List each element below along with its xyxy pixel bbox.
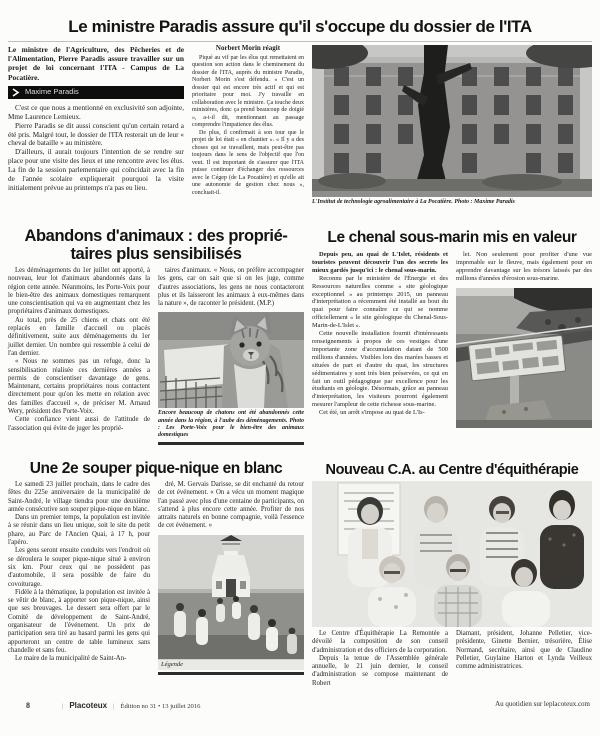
article-piquenique	[8, 461, 304, 675]
headline-line1: Abandons d'animaux : des proprié-	[24, 227, 288, 245]
article-animaux-headline	[8, 228, 304, 263]
article-animaux-col2	[158, 267, 304, 445]
article-ita-headline: Le ministre Paradis assure qu'il s'occupe du dossier de l'ITA	[68, 17, 532, 36]
page-number: 8	[26, 701, 30, 710]
paragraph: Cette nouvelle installation fournit d'intéressants renseignements à propos de ces vestiges d'une importante zone d'accumulation datant de 500 millions d'années. Visibles lors des marées basses et situées de part et d'autre du quai, les structures sédimentaires y sont très bien préservées, ce qui en fait un outil pédagogique par excellence pour les étudiants en géologie. Désormais, grâce au panneau d'interprétation, les visiteurs pourront également mesurer l'ampleur de cette richesse sous-marine.	[312, 330, 448, 409]
photo-caption: Encore beaucoup de chatons ont été abandonnés cette année dans la région, à l'aube des déménagements. Photo : Les Porte-Voix pour le bien-être des animaux domestiques	[158, 410, 304, 439]
paragraph: let. Non seulement pour profiter d'une vue imprenable sur le fleuve, mais également pour en apprendre davantage sur les trésors laissés par des millions d'années d'érosion sous-marine.	[456, 251, 592, 282]
photo-caption-block	[158, 410, 304, 444]
article-equitherapie-col1	[312, 630, 448, 688]
photo-caption: L'Institut de technologie agroalimentaire à La Pocatière. Photo : Maxime Paradis	[312, 199, 515, 205]
article-chenal-lead: Depuis peu, au quai de L'Islet, résidents et touristes peuvent découvrir l'un des secrets les mieux gardés jusqu'ici : le chenal sous-marin.	[312, 251, 448, 274]
paragraph: Piqué au vif par les élus qui remettaient en question son action dans le cheminement du dossier de l'ITA, auprès du ministre Paradis, Norbert Morin s'est défendu. « C'est un dossier qui est encore très actif et qui est prioritaire pour moi. J'y travaille en collaboration avec le ministre. Ça touche deux ministères, donc ça prend beaucoup de doigté », a-t-il dit, mentionnant au passage comprendre l'impatience des élus.	[192, 54, 304, 128]
section-rule	[158, 442, 304, 445]
paragraph: Cette confiance vient aussi de l'attitude de l'association qui évite de juger les proprié-	[8, 416, 150, 432]
photo-caption-block	[158, 659, 304, 675]
article-ita-columns	[8, 45, 592, 206]
paragraph: Diamant, président, Johanne Pelletier, vice-présidente, Ginette Bernier, trésorière, Élise Normand, secrétaire, ainsi que de Claudine Pelletier, Guylaine Harton et Lynda Veilleux comme administratrices.	[456, 630, 592, 671]
article-equitherapie-columns	[312, 630, 592, 688]
kitten-photo	[158, 312, 304, 408]
byline-author: Maxime Paradis	[25, 86, 79, 96]
paragraph: Dans un premier temps, la population est invitée à se réunir dans un lieu unique, soit le site du petit phare, au Parc de l'Ancien Quai, à 17 h, pour l'apéro.	[8, 514, 150, 547]
footer-left	[26, 701, 200, 710]
article-equitherapie-col2	[456, 630, 592, 688]
lighthouse-photo	[158, 535, 304, 659]
paragraph: De plus, il confirmait à son tour que le projet de loi était « en chantier ». « Il y a des choses qui se travaillent, mais peut-être pas toujours dans le sens de l'objectif que l'on veut. Il est important de s'assurer que l'ITA puisse continuer d'échanger des ressources avec le Cégep (de La Pocatière) et qu'elle ait une autonomie de gestion chez nous », concluait-il.	[192, 129, 304, 196]
paragraph: Le samedi 23 juillet prochain, dans le cadre des fêtes du 225e anniversaire de la municipalité de Saint-André, le village tiendra pour une deuxième année consécutive son souper pique-nique en blanc.	[8, 481, 150, 513]
article-chenal-col2	[456, 251, 592, 428]
article-piquenique-columns	[8, 481, 304, 675]
headline-line2: taires plus sensibilisés	[70, 244, 242, 263]
footer-separator: |	[113, 703, 115, 710]
article-chenal-columns	[312, 251, 592, 428]
paragraph: « Nous ne sommes pas un refuge, donc la sensibilisation réalisée ces dernières années a permis de conscientiser davantage de gens. Maintenant, certains propriétaires nous contactent directement pour qu'on les mette en relation avec des familles d'accueil », de préciser M. Arnaud Wery, président des Porte-Voix.	[8, 358, 150, 416]
paragraph: taires d'animaux. « Nous, on préfère accompagner les gens, car on sait que si on les juge, comme d'autres associations, les gens ne nous contacteront plus et ils laisseront les animaux à eux-mêmes dans la nature », de raconter le président. (M.P.)	[158, 267, 304, 308]
paragraph: Au total, près de 25 chiens et chats ont été replacés en famille d'accueil ou placés définitivement, suite aux déménagements du 1er juillet dernier. Un nombre qui ressemble à celui de l'an dernier.	[8, 316, 150, 357]
article-ita-col2	[192, 45, 304, 206]
article-ita-photo-block	[312, 45, 592, 206]
footer-right: Au quotidien sur leplacoteux.com	[495, 700, 590, 708]
newspaper-brand: Placoteux	[69, 701, 108, 710]
paragraph: Reconnu par le ministère de l'Énergie et des Ressources naturelles comme « site géologique exceptionnel » au printemps 2015, un panneau d'interprétation a récemment été installé au bout du quai pour faire connaître ce qui se nomme officiellement « le site géologique du Chenal-Sous-Marin-de-L'Islet ».	[312, 274, 448, 330]
headline-rule	[8, 41, 592, 42]
paragraph: Le Centre d'Équithérapie La Remontée a dévoilé la composition de son conseil d'administration et des officiers de la corporation.	[312, 630, 448, 654]
section-rule	[158, 672, 304, 675]
paragraph: Depuis la tenue de l'Assemblée générale annuelle, le 21 juin dernier, le conseil d'administration se compose maintenant de Robert	[312, 654, 448, 687]
article-chenal-headline: Le chenal sous-marin mis en valeur	[327, 229, 577, 246]
paragraph: C'est ce que nous a mentionné en exclusivité son adjointe, Mme Laurence Lemieux.	[8, 103, 184, 121]
article-piquenique-headline: Une 2e souper pique-nique en blanc	[29, 460, 283, 477]
paragraph: Cet été, un arrêt s'impose au quai de L'Is-	[319, 409, 425, 417]
ita-building-photo	[312, 45, 592, 197]
article-piquenique-col2	[158, 481, 304, 675]
photo-caption: Légende	[158, 659, 304, 670]
board-photo	[312, 481, 592, 627]
paragraph: D'ailleurs, il aurait toujours l'intention de se rendre sur place pour une visite des lieux et une rencontre avec les élus. La fin de la session parlementaire qui coïncidait avec la fin de l'année scolaire expliquerait pourquoi la visite initialement prévue au printemps n'a pas eu lieu.	[8, 148, 184, 192]
paragraph: Pierre Paradis se dit aussi conscient qu'un certain retard a été pris. Malgré tout, le dossier de l'ITA resterait un de leur « cheval de bataille » au ministère.	[8, 121, 184, 148]
paragraph: dré, M. Gervais Darisse, se dit enchanté du retour de cet événement. « On a vécu un moment magique l'an passé avec plus d'une centaine de participants, on s'attend à plus encore cette année. Profiter de nos attraits naturels en bonne compagnie, voilà l'essence de cet événement. »	[158, 481, 304, 530]
article-equitherapie-headline: Nouveau C.A. au Centre d'équithérapie	[325, 462, 579, 478]
paragraph: Les déménagements du 1er juillet ont apporté, à nouveau, leur lot d'animaux abandonnés dans la région cette année. Néanmoins, les Porte-Voix pour le bien-être des animaux domestiques remarquent une conscientisation qui va en augmentant chez les propriétaires d'animaux domestiques.	[8, 267, 150, 316]
chevron-right-icon	[11, 88, 20, 97]
article-chenal	[312, 230, 592, 428]
article-animaux	[8, 228, 304, 445]
article-ita	[8, 17, 592, 206]
paragraph: Les gens seront ensuite conduits vers l'endroit où se déroulera le souper pique-nique situé à environ six km. Pour ceux qui ne possèdent pas d'automobile, il sera possible de faire du covoiturage.	[8, 547, 150, 588]
paragraph: Le maire de la municipalité de Saint-An-	[15, 655, 127, 663]
edition-info: Édition no 31 • 13 juillet 2016	[120, 703, 201, 710]
article-animaux-columns	[8, 267, 304, 445]
footer-separator: |	[62, 703, 64, 710]
article-ita-col1	[8, 45, 184, 206]
article-piquenique-col1	[8, 481, 150, 675]
interpretation-panel-photo	[456, 288, 592, 428]
article-chenal-col1	[312, 251, 448, 428]
article-equitherapie	[312, 463, 592, 688]
article-animaux-col1	[8, 267, 150, 445]
paragraph: Fidèle à la thématique, la population est invitée à se vêtir de blanc, à apporter son pique-nique, ainsi que ses breuvages. Le dessert sera offert par le Comité de développement de Saint-André, organisateur de l'événement. Un prix de participation sera tiré au hasard parmi les gens qui apporteront un centre de table lumineux sans chandelle et sans feu.	[8, 588, 150, 654]
article-ita-subhead: Norbert Morin réagit	[215, 44, 281, 52]
byline-box	[8, 86, 184, 99]
article-ita-lead: Le ministre de l'Agriculture, des Pêcheries et de l'Alimentation, Pierre Paradis assure travailler sur un projet de loi concernant l'ITA - Campus de La Pocatière.	[8, 45, 184, 82]
